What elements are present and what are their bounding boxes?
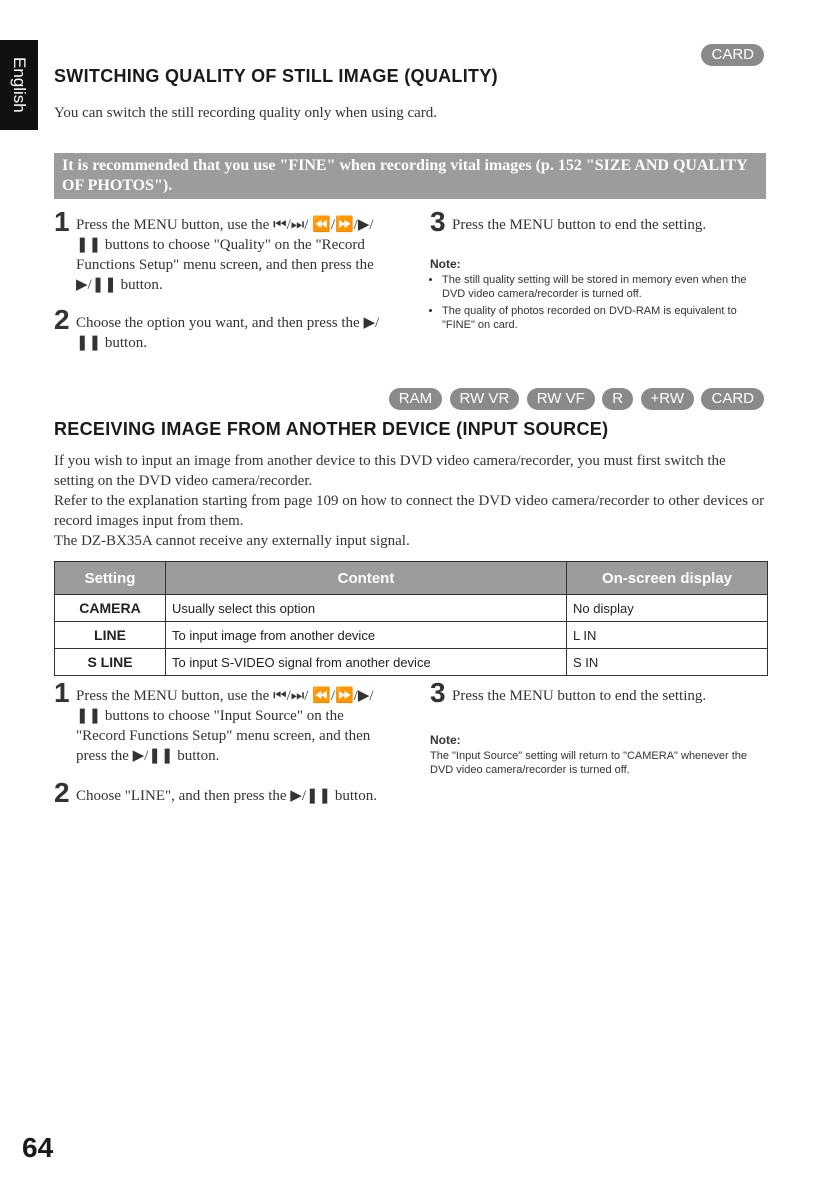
language-tab: English (0, 40, 38, 130)
note-item: • The quality of photos recorded on DVD-RAM is equivalent to "FINE" on card. (442, 304, 770, 332)
note-box: Note: • The still quality setting will be stored in memory even when the DVD video camera/recorder is turned off. • The quality of photos recorded on DVD-RAM is equivalent to "FINE" on card. (430, 257, 770, 335)
section-paragraphs: If you wish to input an image from another device to this DVD video camera/recorder, you must first switch the setting on the DVD video camera/recorder. Refer to the explanation starting from page 109 on how to connect the DVD video camera/recorder to other devices or record images input from them. The DZ-BX35A cannot receive any externally input signal. (54, 453, 765, 549)
table-header-display: On-screen display (567, 562, 768, 595)
note-box: Note: The "Input Source" setting will return to "CAMERA" whenever the DVD video camera/recorder is turned off. (430, 733, 770, 777)
media-badges (698, 44, 764, 66)
media-badge-rw-vf: RW VF (527, 388, 595, 410)
step-1: 1 Press the MENU button, use the ⏮/⏭/ ⏪/⏩/▶/❚❚ buttons to choose "Input Source" on the "Record Functions Setup" menu screen, and then press the ▶/❚❚ button. (54, 677, 374, 764)
input-source-table (54, 561, 768, 676)
media-badge-rw-vr: RW VR (450, 388, 520, 410)
note-item: The "Input Source" setting will return to "CAMERA" whenever the DVD video camera/recorder is turned off. (430, 750, 748, 776)
table-row: LINE To input image from another device L IN (55, 622, 768, 649)
table-row: CAMERA Usually select this option No display (55, 595, 768, 622)
recommendation-banner: It is recommended that you use "FINE" when recording vital images (p. 152 "SIZE AND QUALITY OF PHOTOS"). (54, 153, 766, 199)
note-item: • The still quality setting will be stored in memory even when the DVD video camera/recorder is turned off. (442, 273, 770, 301)
step-3: 3 Press the MENU button to end the setting. (430, 677, 707, 708)
media-badge-card: CARD (701, 388, 764, 410)
media-badges (386, 388, 764, 410)
media-badge-r: R (602, 388, 633, 410)
media-badge-ram: RAM (389, 388, 442, 410)
step-2: 2 Choose the option you want, and then press the ▶/❚❚ button. (54, 304, 380, 351)
table-header-content: Content (166, 562, 567, 595)
step-3: 3 Press the MENU button to end the setting. (430, 206, 707, 237)
media-badge-card: CARD (701, 44, 764, 66)
section-title-quality: SWITCHING QUALITY OF STILL IMAGE (QUALITY) (54, 66, 498, 86)
table-row: S LINE To input S-VIDEO signal from another device S IN (55, 649, 768, 676)
section-title-input-source: RECEIVING IMAGE FROM ANOTHER DEVICE (INPUT SOURCE) (54, 419, 609, 439)
step-2: 2 Choose "LINE", and then press the ▶/❚❚ button. (54, 777, 377, 808)
media-badge-plus-rw: +RW (641, 388, 694, 410)
table-header-setting: Setting (55, 562, 166, 595)
step-1: 1 Press the MENU button, use the ⏮/⏭/ ⏪/⏩/▶/❚❚ buttons to choose "Quality" on the "Record Functions Setup" menu screen, and then press the ▶/❚❚ button. (54, 206, 374, 293)
section-intro: You can switch the still recording quality only when using card. (54, 105, 437, 121)
page-number: 64 (22, 1132, 54, 1163)
